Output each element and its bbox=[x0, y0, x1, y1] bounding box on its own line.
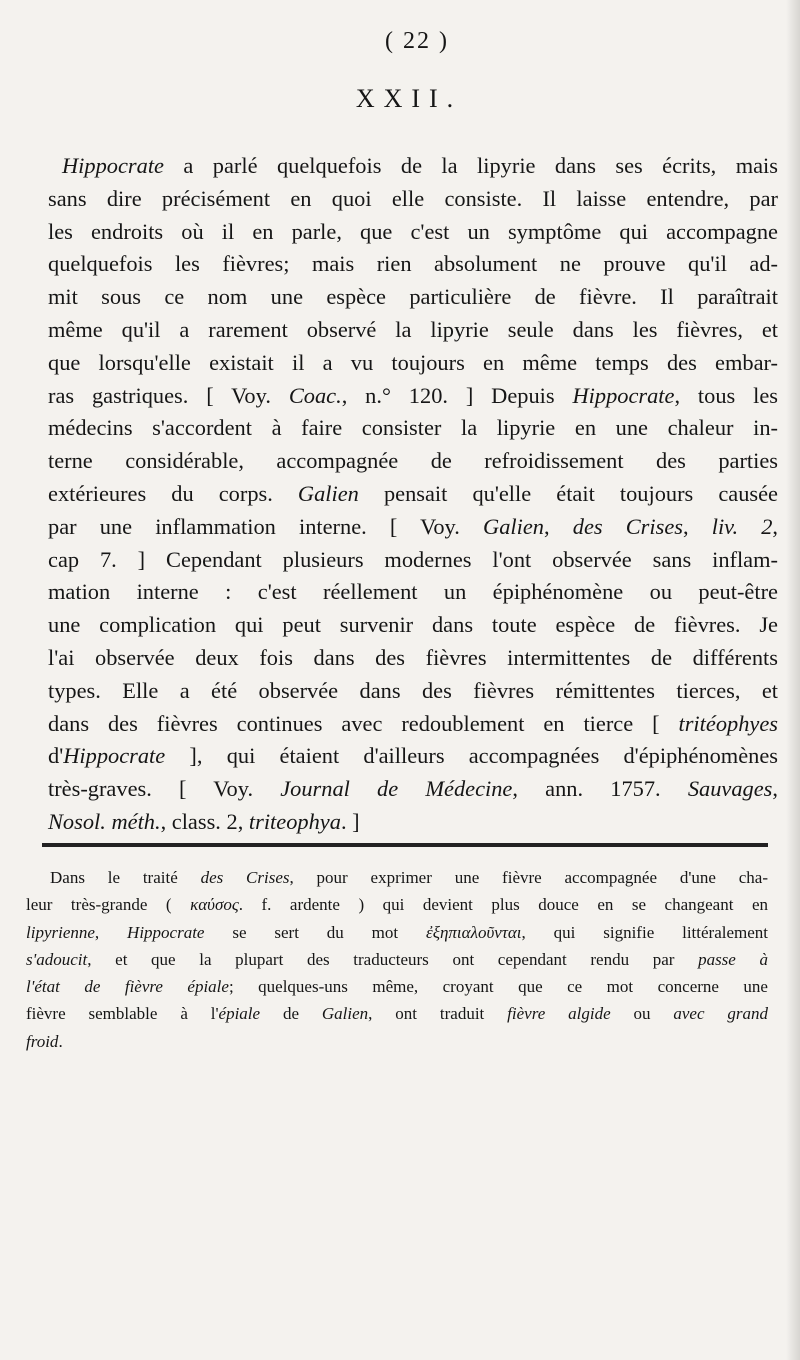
body-line bbox=[48, 708, 778, 741]
footnote-line bbox=[26, 946, 768, 973]
footnote-line bbox=[26, 919, 768, 946]
italic-text: épiale bbox=[218, 1004, 261, 1024]
body-line bbox=[48, 478, 778, 511]
text-run: . f. ardente ) qui devient plus douce en se changeant en bbox=[238, 895, 768, 915]
body-line bbox=[48, 150, 778, 183]
text-run: pensait qu'elle était toujours causée bbox=[358, 480, 778, 506]
footnote-line bbox=[26, 1000, 768, 1027]
body-line bbox=[48, 347, 778, 380]
footnote-line bbox=[26, 864, 768, 891]
body-text bbox=[48, 150, 778, 839]
text-run: sans dire précisément en quoi elle consiste. Il laisse entendre, par bbox=[48, 185, 778, 211]
italic-text: triteophya bbox=[248, 808, 341, 834]
footnote-line bbox=[26, 1028, 768, 1055]
italic-text: l'état de fièvre épiale bbox=[26, 977, 229, 997]
text-run: quelquefois les fièvres; mais rien absolument ne prouve qu'il ad- bbox=[48, 251, 778, 277]
body-line bbox=[48, 412, 778, 445]
text-run: leur très-grande ( bbox=[26, 895, 191, 915]
section-title: XXII. bbox=[355, 84, 463, 113]
italic-text: Journal de Médecine bbox=[280, 776, 513, 802]
body-line bbox=[48, 642, 778, 675]
italic-text: s'adoucit bbox=[26, 949, 88, 969]
italic-text: tritéophyes bbox=[678, 710, 778, 736]
text-run: l'ai observée deux fois dans des fièvres intermittentes de différents bbox=[48, 644, 778, 670]
text-run: , ont traduit bbox=[368, 1004, 508, 1024]
italic-text: καύσος bbox=[190, 895, 239, 915]
page-number: ( 22 ) bbox=[385, 28, 449, 54]
text-run: dans des fièvres continues avec redoublement en tierce [ bbox=[48, 710, 679, 736]
text-run: . ] bbox=[340, 808, 360, 834]
footnote-separator-rule bbox=[42, 843, 768, 847]
text-run: mation interne : c'est réellement un épiphénomène ou peut-être bbox=[48, 579, 778, 605]
text-run: , et que la plupart des traducteurs ont cependant rendu par bbox=[87, 949, 699, 969]
text-run: types. Elle a été observée dans des fièvres rémittentes tierces, et bbox=[48, 677, 778, 703]
text-run: , tous les bbox=[674, 382, 778, 408]
body-line bbox=[48, 216, 778, 249]
text-run: médecins s'accordent à faire consister la lipyrie en une chaleur in- bbox=[48, 415, 778, 441]
text-run: d' bbox=[48, 743, 64, 769]
body-line bbox=[48, 675, 778, 708]
text-run: se sert du mot bbox=[204, 922, 426, 942]
text-run: cap 7. ] Cependant plusieurs modernes l'ont observée sans inflam- bbox=[48, 546, 778, 572]
text-run: par une inflammation interne. [ Voy. bbox=[48, 513, 484, 539]
text-run: , pour exprimer une fièvre accompagnée d'une cha- bbox=[289, 868, 768, 887]
text-run: , bbox=[682, 513, 712, 539]
text-run: ou bbox=[610, 1004, 674, 1024]
italic-text: des Crises bbox=[572, 513, 683, 539]
text-run: , bbox=[94, 922, 128, 942]
footnote-line bbox=[26, 973, 768, 1000]
text-run: fièvre semblable à l' bbox=[26, 1004, 219, 1024]
text-run: , n.° 120. ] Depuis bbox=[341, 382, 573, 408]
footnote bbox=[26, 864, 768, 1055]
italic-text: Nosol. méth. bbox=[48, 808, 161, 834]
body-line bbox=[48, 445, 778, 478]
body-line bbox=[48, 806, 778, 839]
page-edge-shadow bbox=[786, 0, 800, 1360]
italic-text: Hippocrate bbox=[127, 922, 205, 942]
text-run: , bbox=[772, 776, 778, 802]
italic-text: avec grand bbox=[673, 1004, 769, 1024]
text-run: très-graves. [ Voy. bbox=[48, 776, 281, 802]
body-line bbox=[48, 248, 778, 281]
text-run: que lorsqu'elle existait il a vu toujours en même temps des embar- bbox=[48, 349, 778, 375]
body-line bbox=[48, 609, 778, 642]
body-line bbox=[48, 314, 778, 347]
text-run: , ann. 1757. bbox=[512, 776, 688, 802]
italic-text: Galien bbox=[321, 1004, 369, 1024]
italic-text: Sauvages bbox=[687, 776, 773, 802]
italic-text: froid bbox=[26, 1031, 59, 1051]
text-run: . bbox=[58, 1031, 63, 1051]
italic-text: des Crises bbox=[200, 868, 290, 887]
body-line bbox=[48, 380, 778, 413]
italic-text: fièvre algide bbox=[507, 1004, 611, 1024]
body-line bbox=[48, 511, 778, 544]
text-run: extérieures du corps. bbox=[48, 480, 298, 506]
body-line bbox=[48, 576, 778, 609]
italic-text: Hippocrate bbox=[62, 153, 164, 178]
text-run: a parlé quelquefois de la lipyrie dans ses écrits, mais bbox=[163, 153, 778, 178]
body-line bbox=[48, 281, 778, 314]
italic-text: Hippocrate bbox=[572, 382, 675, 408]
text-run: terne considérable, accompagnée de refroidissement des parties bbox=[48, 448, 778, 474]
italic-text: Coac. bbox=[288, 382, 342, 408]
body-line bbox=[48, 773, 778, 806]
footnote-line bbox=[26, 891, 768, 918]
italic-text: lipyrienne bbox=[26, 922, 95, 942]
text-run: même qu'il a rarement observé la lipyrie seule dans les fièvres, et bbox=[48, 316, 778, 342]
text-run: , class. 2, bbox=[160, 808, 249, 834]
text-run: les endroits où il en parle, que c'est un symptôme qui accompagne bbox=[48, 218, 778, 244]
text-run: mit sous ce nom une espèce particulière de fièvre. Il paraîtrait bbox=[48, 284, 778, 310]
text-run: de bbox=[260, 1004, 322, 1024]
text-run: Dans le traité bbox=[50, 868, 201, 887]
text-run: une complication qui peut survenir dans toute espèce de fièvres. Je bbox=[48, 612, 778, 638]
text-run: , bbox=[544, 513, 573, 539]
italic-text: Galien bbox=[297, 480, 359, 506]
italic-text: Galien bbox=[483, 513, 544, 539]
text-run: , bbox=[772, 513, 778, 539]
text-run: ras gastriques. [ Voy. bbox=[48, 382, 289, 408]
body-line bbox=[48, 183, 778, 216]
italic-text: liv. 2 bbox=[711, 513, 773, 539]
body-line bbox=[48, 544, 778, 577]
italic-text: passe à bbox=[698, 949, 768, 969]
italic-text: Hippocrate bbox=[63, 743, 166, 769]
body-line bbox=[48, 740, 778, 773]
italic-text: ἐξηπιαλοῦνται bbox=[426, 922, 522, 942]
text-run: ; quelques-uns même, croyant que ce mot concerne une bbox=[228, 977, 768, 997]
text-run: , qui signifie littéralement bbox=[521, 922, 769, 942]
text-run: ], qui étaient d'ailleurs accompagnées d'épiphénomènes bbox=[165, 743, 778, 769]
